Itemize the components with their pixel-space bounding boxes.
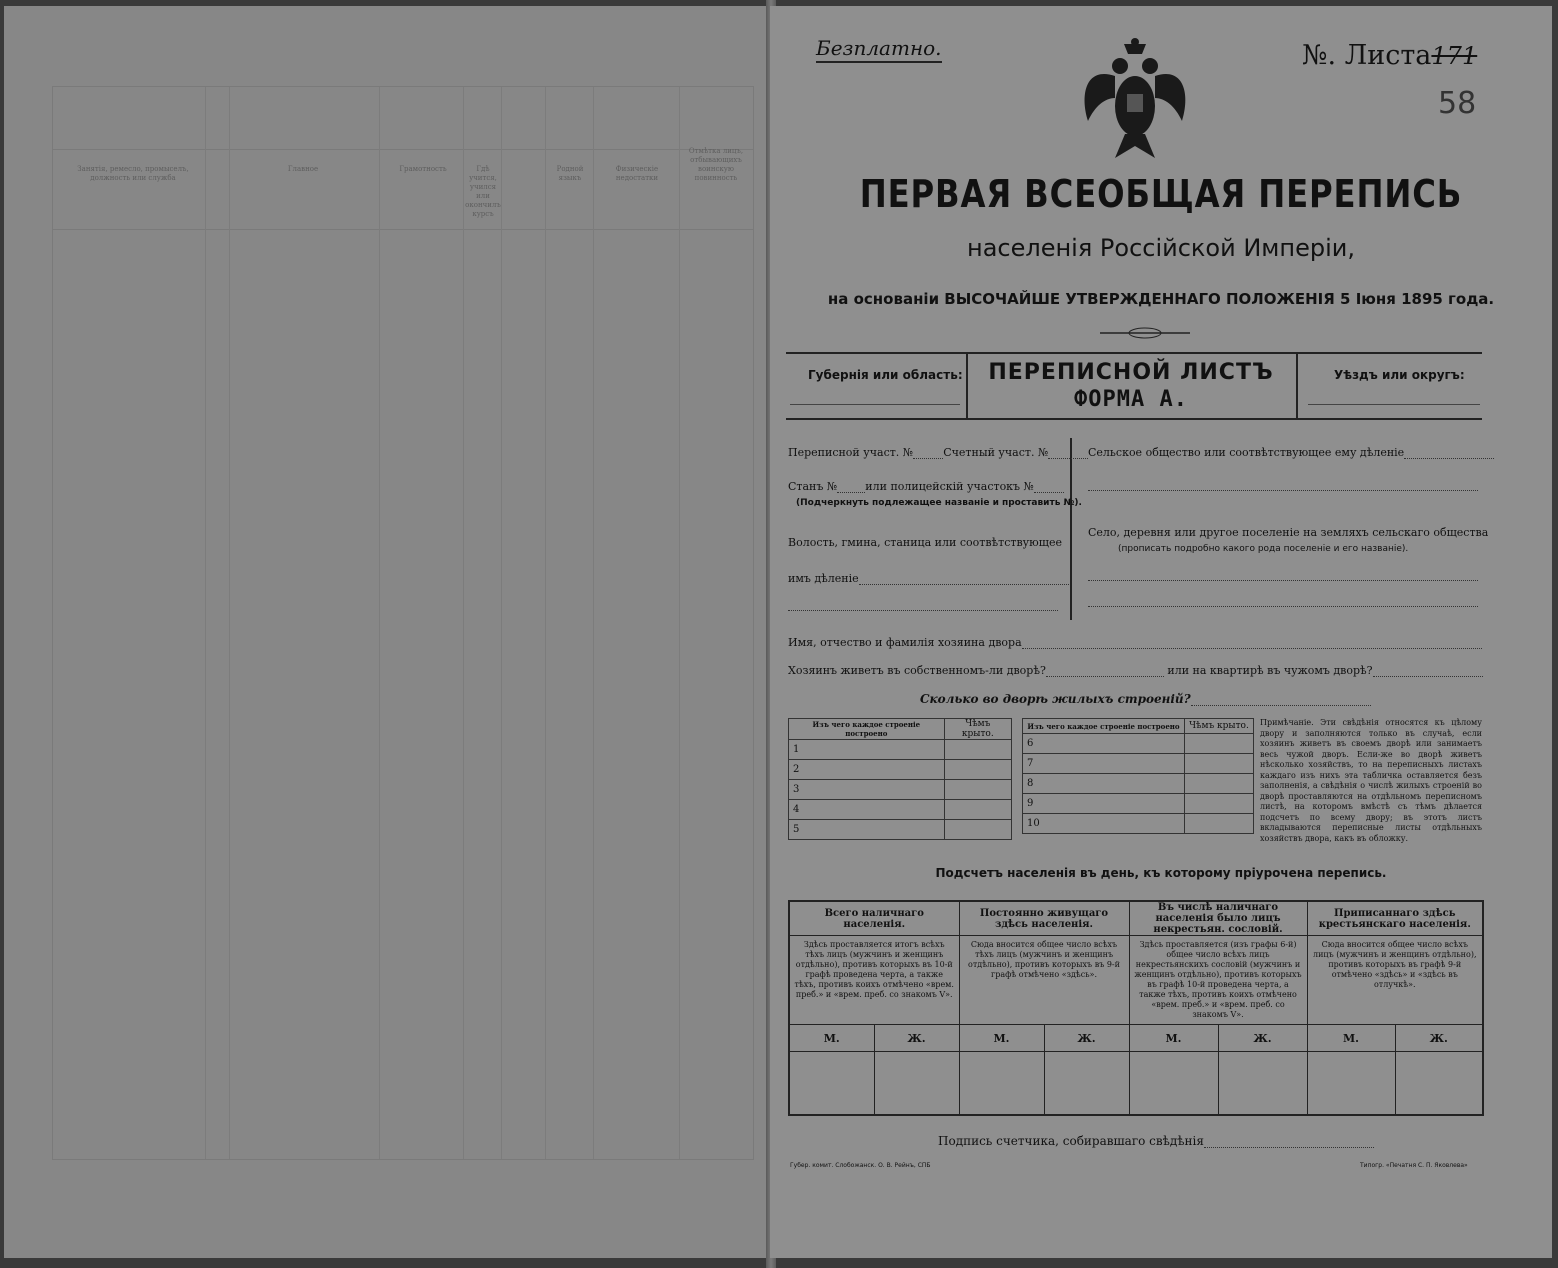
male-col-label: М. bbox=[789, 1025, 874, 1052]
imprint-left: Губер. комит. Слобожанск. О. В. Рейнъ, СПБ bbox=[790, 1162, 931, 1169]
registered-peasant-header: Приписаннаго здѣсь крестьянскаго населенія. bbox=[1307, 901, 1483, 936]
sheet-number-struck: 171 bbox=[1431, 42, 1478, 70]
count-cell[interactable] bbox=[959, 1052, 1044, 1116]
signature-label: Подпись счетчика, собиравшаго свѣдѣнія bbox=[938, 1134, 1204, 1148]
district-cell bbox=[1298, 354, 1482, 418]
female-col-label: Ж. bbox=[1395, 1025, 1483, 1052]
form-header-box bbox=[786, 352, 1482, 420]
stan-field[interactable] bbox=[788, 480, 1064, 493]
rural-society-field[interactable] bbox=[1088, 446, 1494, 459]
census-section-field[interactable] bbox=[788, 446, 1088, 459]
total-population-desc: Здѣсь проставляется итогъ всѣхъ тѣхъ лицъ (мужчинъ и женщинъ отдѣльно), противъ которыхъ въ 10-й графѣ проведена черта, а также тѣхъ, противъ коихъ отмѣчено «врем. преб.» и «врем. преб. со знакомъ V». bbox=[789, 936, 959, 1025]
table-row[interactable]: 10 bbox=[1023, 814, 1185, 834]
volost-field[interactable] bbox=[788, 572, 1069, 585]
rural-society-label: Сельское общество или соотвѣтствующее ему дѣленіе bbox=[1088, 446, 1405, 459]
buildings-table-right bbox=[1022, 718, 1254, 834]
province-label: Губернія или область: bbox=[808, 368, 963, 382]
police-label: или полицейскій участокъ № bbox=[865, 480, 1034, 493]
buildings-question-label: Сколько во дворѣ жилыхъ строеній? bbox=[920, 692, 1191, 706]
district-label: Уѣздъ или округъ: bbox=[1334, 368, 1465, 382]
table-row[interactable]: 5 bbox=[789, 820, 945, 840]
permanent-population-header: Постоянно живущаго здѣсь населенія. bbox=[959, 901, 1129, 936]
province-cell bbox=[786, 354, 968, 418]
permanent-population-desc: Сюда вносится общее число всѣхъ тѣхъ лицъ (мужчинъ и женщинъ отдѣльно), противъ которыхъ въ 9-й графѣ отмѣчено «здѣсь». bbox=[959, 936, 1129, 1025]
form-title-line-1: ПЕРЕПИСНОЙ ЛИСТЪ bbox=[988, 360, 1274, 385]
left-col-head-1: Занятія, ремесло, промыселъ, должность или служба bbox=[77, 165, 189, 182]
count-cell[interactable] bbox=[1395, 1052, 1483, 1116]
count-section-label: Счетный участ. № bbox=[943, 446, 1049, 459]
count-cell[interactable] bbox=[874, 1052, 959, 1116]
table-row[interactable]: 3 bbox=[789, 780, 945, 800]
female-col-label: Ж. bbox=[1218, 1025, 1307, 1052]
count-cell[interactable] bbox=[1218, 1052, 1307, 1116]
count-cell[interactable] bbox=[1307, 1052, 1395, 1116]
table-row[interactable]: 1 bbox=[789, 740, 945, 760]
buildings-question-field[interactable] bbox=[920, 692, 1371, 706]
table-row[interactable]: 6 bbox=[1023, 734, 1185, 754]
roof-header-2: Чѣмъ крыто. bbox=[1184, 719, 1253, 734]
ornament-divider-icon bbox=[1100, 326, 1190, 340]
owner-name-field[interactable] bbox=[788, 636, 1482, 649]
volost-label-2: имъ дѣленіе bbox=[788, 572, 859, 585]
population-table bbox=[788, 900, 1484, 1116]
left-col-head-6: Физическіе недостатки bbox=[615, 165, 659, 182]
census-section-label: Переписной участ. № bbox=[788, 446, 914, 459]
buildings-table-left bbox=[788, 718, 1012, 840]
table-row[interactable]: 2 bbox=[789, 760, 945, 780]
owner-lives-label: Хозяинъ живетъ въ собственномъ-ли дворѣ? bbox=[788, 664, 1046, 677]
female-col-label: Ж. bbox=[1044, 1025, 1129, 1052]
sheet-number bbox=[1302, 40, 1477, 71]
volost-label: Волость, гмина, станица или соотвѣтствующее bbox=[788, 536, 1062, 549]
count-cell[interactable] bbox=[1044, 1052, 1129, 1116]
imprint-right: Типогр. «Печатня С. П. Яковлева» bbox=[1360, 1162, 1468, 1169]
sheet-number-label: №. Листа bbox=[1302, 40, 1432, 71]
count-cell[interactable] bbox=[789, 1052, 874, 1116]
left-page-grid bbox=[52, 86, 754, 1160]
census-subtitle: населенія Россійской Имперіи, bbox=[967, 234, 1355, 262]
left-col-head-4: Гдѣ учится, учился или окончилъ курсъ bbox=[465, 165, 501, 218]
male-col-label: М. bbox=[1129, 1025, 1218, 1052]
or-apartment-label: или на квартирѣ въ чужомъ дворѣ? bbox=[1167, 664, 1373, 677]
non-peasant-header: Въ числѣ наличнаго населенія было лицъ некрестьян. сословій. bbox=[1129, 901, 1307, 936]
male-col-label: М. bbox=[959, 1025, 1044, 1052]
owner-lives-field[interactable] bbox=[788, 664, 1483, 677]
registered-peasant-desc: Сюда вносится общее число всѣхъ лицъ (мужчинъ и женщинъ отдѣльно), противъ которыхъ въ графѣ 9-й отмѣчено «здѣсь» и «здѣсь въ отлучкѣ». bbox=[1307, 936, 1483, 1025]
buildings-note: Примѣчаніе. Эти свѣдѣнія относятся къ цѣлому двору и заполняются только въ случаѣ, если хозяинъ живетъ въ своемъ дворѣ или занимаетъ весь чужой дворъ. Если-же во дворѣ живетъ нѣсколько хозяйствъ, то на переписныхъ листахъ каждаго изъ нихъ эта табличка оставляется безъ заполненія, а свѣдѣнія о числѣ жилыхъ строеній во дворѣ проставляются на отдѣльномъ переписномъ листѣ, на которомъ вмѣстѣ съ тѣмъ дѣлается подсчетъ по всему двору; въ этотъ листъ вкладываются переписные листы отдѣльныхъ хозяйствъ двора, какъ въ обложку. bbox=[1260, 718, 1482, 843]
non-peasant-desc: Здѣсь проставляется (изъ графы 6-й) общее число всѣхъ лицъ некрестьянскихъ сословій (мужчинъ и женщинъ отдѣльно), противъ которыхъ въ графѣ 10-й проведена черта, а также тѣхъ, противъ коихъ отмѣчено «врем. преб.» и «врем. преб. со знакомъ V». bbox=[1129, 936, 1307, 1025]
free-of-charge-label: Безплатно. bbox=[816, 36, 942, 63]
left-col-head-3: Грамотность bbox=[399, 165, 447, 173]
sheet-number-handwritten: 58 bbox=[1438, 86, 1477, 121]
table-row[interactable]: 4 bbox=[789, 800, 945, 820]
form-title-cell bbox=[966, 354, 1298, 418]
stan-label: Станъ № bbox=[788, 480, 838, 493]
left-col-head-2: Главное bbox=[287, 165, 319, 173]
enumerator-signature-field[interactable] bbox=[938, 1134, 1374, 1148]
male-col-label: М. bbox=[1307, 1025, 1395, 1052]
population-heading: Подсчетъ населенія въ день, къ которому пріурочена перепись. bbox=[935, 866, 1387, 880]
left-col-head-7: Отмѣтка лицъ, отбывающихъ воинскую повинность bbox=[688, 147, 744, 182]
material-header-2: Изъ чего каждое строеніе построено bbox=[1023, 719, 1185, 734]
left-page bbox=[4, 6, 770, 1258]
underline-note: (Подчеркнуть подлежащее названіе и проставить №). bbox=[796, 498, 1082, 508]
material-header: Изъ чего каждое строеніе построено bbox=[789, 719, 945, 740]
table-row[interactable]: 8 bbox=[1023, 774, 1185, 794]
census-title: ПЕРВАЯ ВСЕОБЩАЯ ПЕРЕПИСЬ bbox=[859, 172, 1463, 216]
owner-name-label: Имя, отчество и фамилія хозяина двора bbox=[788, 636, 1022, 649]
total-population-header: Всего наличнаго населенія. bbox=[789, 901, 959, 936]
double-headed-eagle-emblem-icon bbox=[1080, 36, 1190, 161]
female-col-label: Ж. bbox=[874, 1025, 959, 1052]
census-form-page bbox=[770, 6, 1552, 1258]
table-row[interactable]: 9 bbox=[1023, 794, 1185, 814]
legal-basis: на основаніи ВЫСОЧАЙШЕ УТВЕРЖДЕННАГО ПОЛОЖЕНІЯ 5 Іюня 1895 года. bbox=[827, 290, 1495, 308]
village-label: Село, деревня или другое поселеніе на земляхъ сельскаго общества bbox=[1088, 526, 1489, 539]
village-note: (прописать подробно какого рода поселеніе и его названіе). bbox=[1118, 544, 1409, 554]
count-cell[interactable] bbox=[1129, 1052, 1218, 1116]
roof-header: Чѣмъ крыто. bbox=[944, 719, 1011, 740]
form-title-line-2: ФОРМА А. bbox=[1074, 387, 1188, 412]
left-col-head-5: Родной языкъ bbox=[556, 165, 584, 182]
table-row[interactable]: 7 bbox=[1023, 754, 1185, 774]
